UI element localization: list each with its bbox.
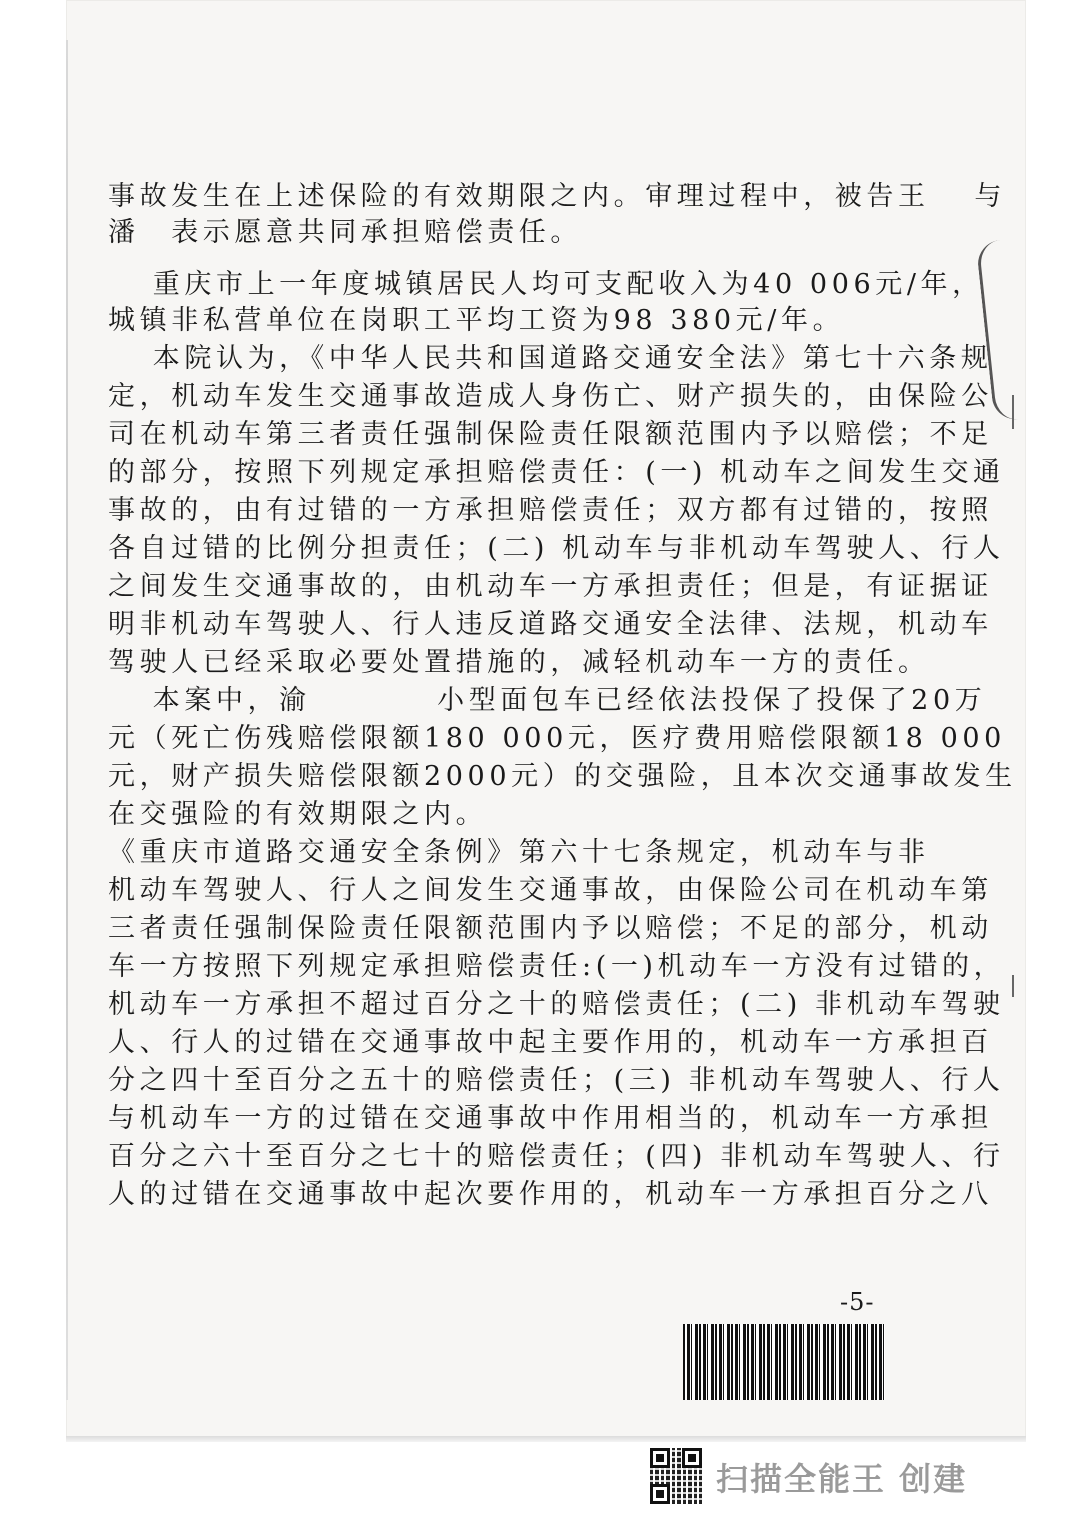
text-line: 各自过错的比例分担责任；(二) 机动车与非机动车驾驶人、行人 <box>108 533 1005 564</box>
text-line: 的部分，按照下列规定承担赔偿责任：(一) 机动车之间发生交通 <box>108 457 1005 488</box>
text-line: 潘 表示愿意共同承担赔偿责任。 <box>108 217 582 248</box>
text-line: 在交强险的有效期限之内。 <box>108 799 488 830</box>
text-line: 驾驶人已经采取必要处置措施的，减轻机动车一方的责任。 <box>108 647 930 678</box>
text-line: 三者责任强制保险责任限额范围内予以赔偿；不足的部分，机动 <box>108 913 993 944</box>
text-line: 与机动车一方的过错在交通事故中作用相当的，机动车一方承担 <box>108 1103 993 1134</box>
text-line: 事故发生在上述保险的有效期限之内。审理过程中，被告王 与 <box>108 181 1006 212</box>
scanner-watermark <box>650 1448 980 1508</box>
page-bottom-edge <box>66 1436 1026 1442</box>
qr-code-icon <box>650 1448 702 1504</box>
text-line: 《重庆市道路交通安全条例》第六十七条规定，机动车与非 <box>108 837 930 868</box>
text-line: 本案中，渝 小型面包车已经依法投保了投保了20万 <box>108 685 987 716</box>
edge-mark <box>1012 395 1014 429</box>
text-line: 机动车一方承担不超过百分之十的赔偿责任；(二) 非机动车驾驶 <box>108 989 1005 1020</box>
barcode <box>683 1324 885 1400</box>
text-line: 人、行人的过错在交通事故中起主要作用的，机动车一方承担百 <box>108 1027 993 1058</box>
page-number: -5- <box>840 1288 875 1316</box>
page-left-edge <box>66 40 68 1400</box>
text-line: 事故的，由有过错的一方承担赔偿责任；双方都有过错的，按照 <box>108 495 993 526</box>
text-line: 车一方按照下列规定承担赔偿责任:(一)机动车一方没有过错的， <box>108 951 1006 982</box>
text-line: 机动车驾驶人、行人之间发生交通事故，由保险公司在机动车第 <box>108 875 993 906</box>
text-line: 之间发生交通事故的，由机动车一方承担责任；但是，有证据证 <box>108 571 993 602</box>
text-line: 明非机动车驾驶人、行人违反道路交通安全法律、法规，机动车 <box>108 609 993 640</box>
text-line: 重庆市上一年度城镇居民人均可支配收入为40 006元/年， <box>108 269 984 300</box>
text-line: 百分之六十至百分之七十的赔偿责任；(四) 非机动车驾驶人、行 <box>108 1141 1005 1172</box>
text-line: 元（死亡伤残赔偿限额180 000元，医疗费用赔偿限额18 000 <box>108 723 1006 754</box>
document-body <box>108 178 1017 1214</box>
text-line: 司在机动车第三者责任强制保险责任限额范围内予以赔偿；不足 <box>108 419 993 450</box>
text-line: 城镇非私营单位在岗职工平均工资为98 380元/年。 <box>108 305 845 336</box>
text-line: 人的过错在交通事故中起次要作用的，机动车一方承担百分之八 <box>108 1179 993 1210</box>
text-line: 分之四十至百分之五十的赔偿责任；(三) 非机动车驾驶人、行人 <box>108 1065 1005 1096</box>
text-line: 定，机动车发生交通事故造成人身伤亡、财产损失的，由保险公 <box>108 381 993 412</box>
scanner-app-label: 扫描全能王 创建 <box>716 1460 968 1498</box>
text-line: 本院认为，《中华人民共和国道路交通安全法》第七十六条规 <box>108 343 993 374</box>
text-line: 元，财产损失赔偿限额2000元）的交强险，且本次交通事故发生 <box>108 761 1017 792</box>
edge-mark <box>1012 975 1014 997</box>
